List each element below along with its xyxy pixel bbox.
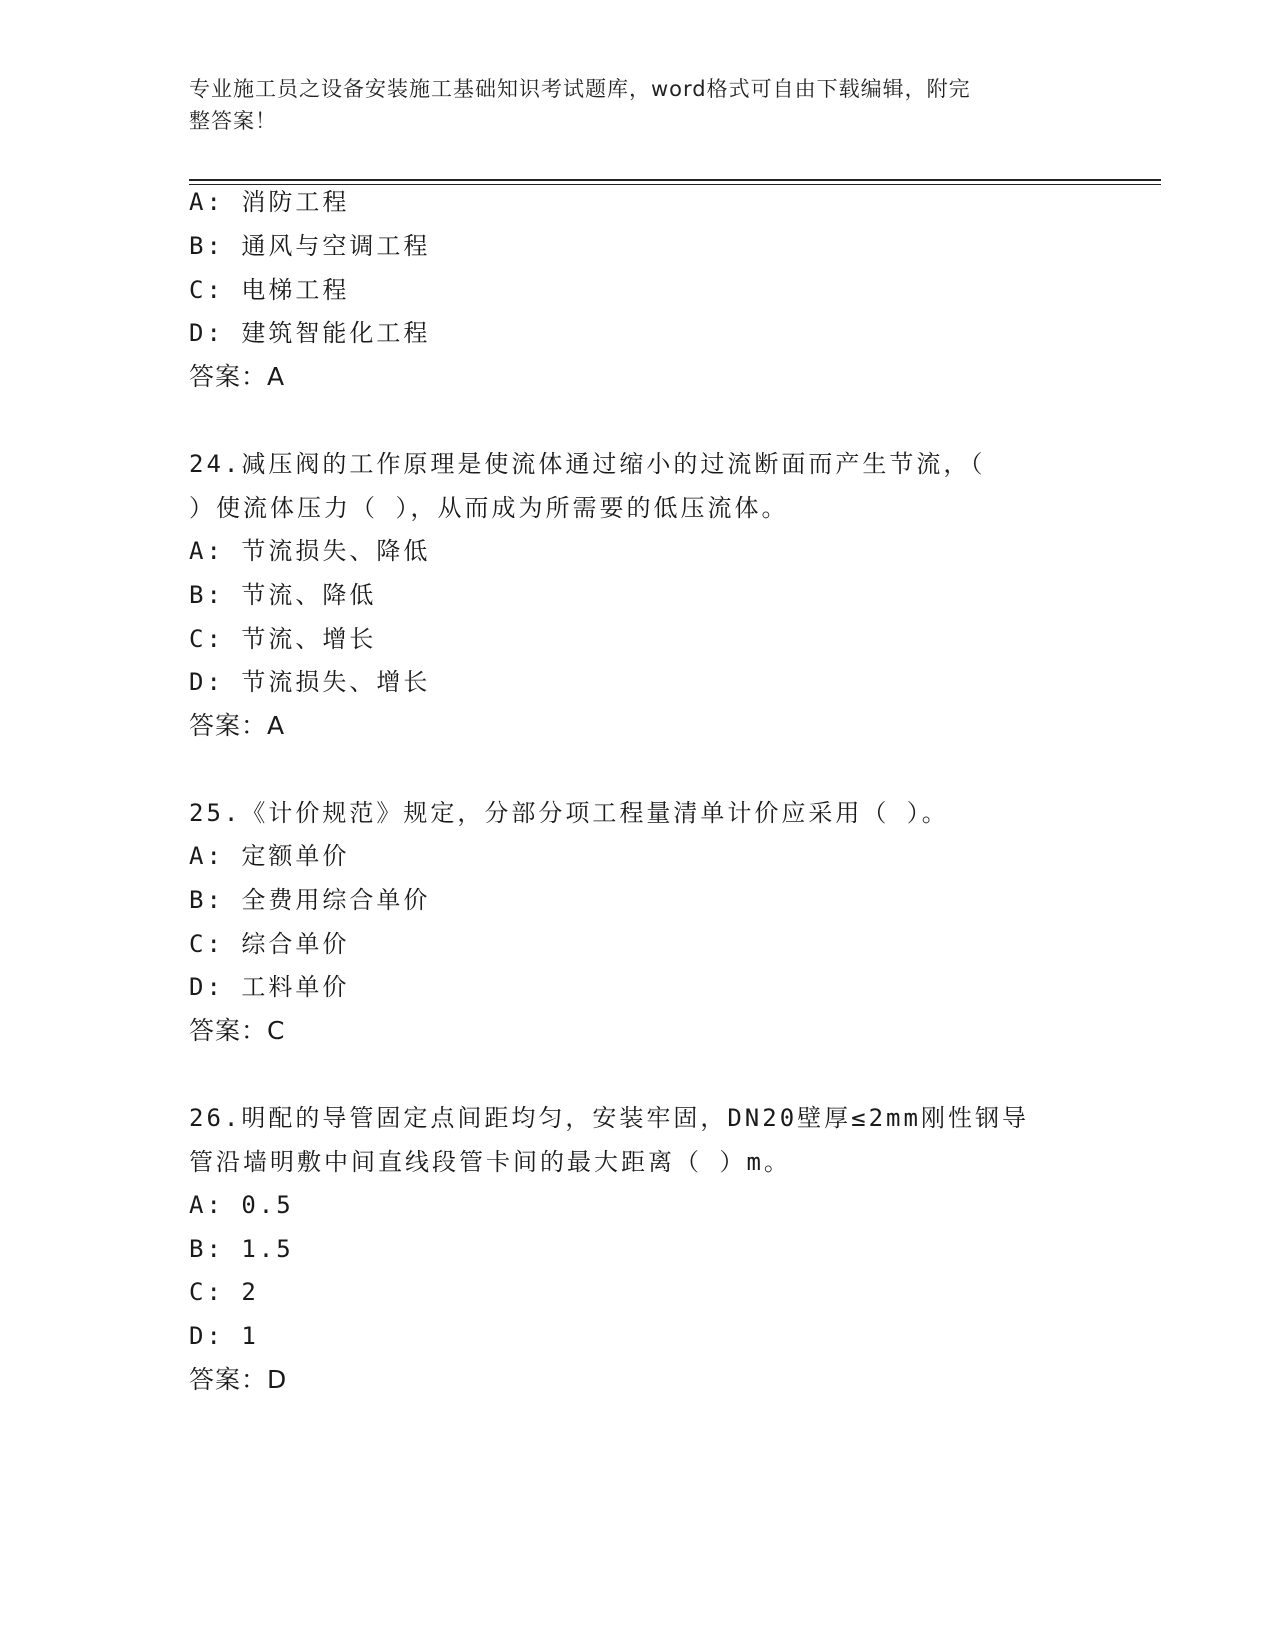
header-line-1: 专业施工员之设备安装施工基础知识考试题库，word格式可自由下载编辑，附完 bbox=[189, 77, 971, 101]
q24-answer: 答案：A bbox=[189, 711, 286, 740]
q23-option-b: B: 通风与空调工程 bbox=[189, 232, 431, 260]
q26-option-a: A: 0.5 bbox=[189, 1191, 294, 1219]
q26-stem-line-2: 管沿墙明敷中间直线段管卡间的最大距离（ ）m。 bbox=[189, 1148, 791, 1176]
q25-stem-line-1: 25.《计价规范》规定，分部分项工程量清单计价应采用（ ）。 bbox=[189, 799, 949, 827]
q26-option-b: B: 1.5 bbox=[189, 1235, 294, 1263]
q26-stem-line-1: 26.明配的导管固定点间距均匀，安装牢固，DN20壁厚≤2mm刚性钢导 bbox=[189, 1104, 1029, 1132]
q25-option-b: B: 全费用综合单价 bbox=[189, 886, 431, 914]
header-divider-thin bbox=[189, 184, 1161, 185]
header-divider-thick bbox=[189, 179, 1161, 181]
q26-answer: 答案：D bbox=[189, 1365, 288, 1394]
header-line-2: 整答案！ bbox=[189, 109, 277, 133]
q23-option-c: C: 电梯工程 bbox=[189, 276, 350, 304]
q23-option-d: D: 建筑智能化工程 bbox=[189, 319, 431, 347]
q24-option-b: B: 节流、降低 bbox=[189, 581, 377, 609]
document-header bbox=[189, 73, 1069, 137]
q24-option-d: D: 节流损失、增长 bbox=[189, 668, 431, 696]
q26-option-d: D: 1 bbox=[189, 1322, 259, 1350]
q23-option-a: A: 消防工程 bbox=[189, 188, 350, 216]
q24-option-a: A: 节流损失、降低 bbox=[189, 537, 431, 565]
q25-answer: 答案：C bbox=[189, 1016, 286, 1045]
q24-stem-line-2: ）使流体压力（ ），从而成为所需要的低压流体。 bbox=[189, 494, 789, 522]
q24-option-c: C: 节流、增长 bbox=[189, 625, 377, 653]
q26-option-c: C: 2 bbox=[189, 1278, 259, 1306]
q25-option-d: D: 工料单价 bbox=[189, 973, 350, 1001]
q25-option-a: A: 定额单价 bbox=[189, 842, 350, 870]
q24-stem-line-1: 24.减压阀的工作原理是使流体通过缩小的过流断面而产生节流，（ bbox=[189, 450, 986, 478]
q23-answer: 答案：A bbox=[189, 362, 286, 391]
q25-option-c: C: 综合单价 bbox=[189, 930, 350, 958]
